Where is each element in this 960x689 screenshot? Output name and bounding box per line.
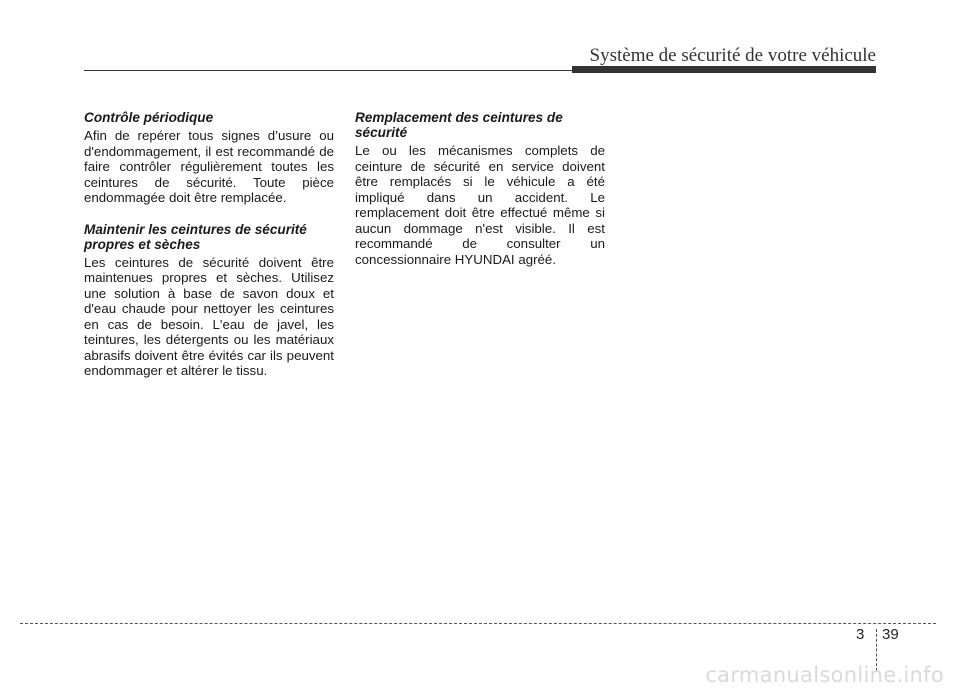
- header-rule-thick: [572, 66, 876, 73]
- left-column: [84, 110, 334, 395]
- section-heading: Maintenir les ceintures de sécurité propres et sèches: [84, 221, 307, 252]
- header-title: Système de sécurité de votre véhicule: [589, 45, 876, 66]
- section-heading: Remplacement des ceintures de sécurité: [355, 110, 563, 140]
- section-keep-clean: [84, 222, 334, 379]
- section-heading: Contrôle périodique: [84, 110, 214, 125]
- section-number: 3: [856, 626, 865, 643]
- section-paragraph: Afin de repérer tous signes d’usure ou d'endommagement, il est recommandé de faire contrôler régulièrement toutes les ceintures de sécurité. Toute pièce endommagée doit être remplacée.: [84, 128, 334, 205]
- section-periodic-check: [84, 110, 334, 206]
- footer-dashed-rule: [20, 623, 936, 624]
- header-rule-thin: [84, 70, 584, 71]
- section-paragraph: Les ceintures de sécurité doivent être maintenues propres et sèches. Utilisez une solution à base de savon doux et d'eau chaude pour nettoyer les ceintures en cas de besoin. L'eau de javel, les teintures, les détergents ou les matériaux abrasifs doivent être évités car ils peuvent endommager et altérer le tissu.: [84, 254, 334, 378]
- right-column: [355, 110, 605, 283]
- section-paragraph: Le ou les mécanismes complets de ceinture de sécurité en service doivent être remplacés si le véhicule a été impliqué dans un accident. Le remplacement doit être effectué même si aucun dommage n'est visible. Il est recommandé de consulter un concessionnaire HYUNDAI agréé.: [355, 143, 605, 267]
- section-replacement: [355, 110, 605, 267]
- page-number: 39: [882, 626, 899, 643]
- watermark: carmanualsonline.info: [705, 663, 944, 687]
